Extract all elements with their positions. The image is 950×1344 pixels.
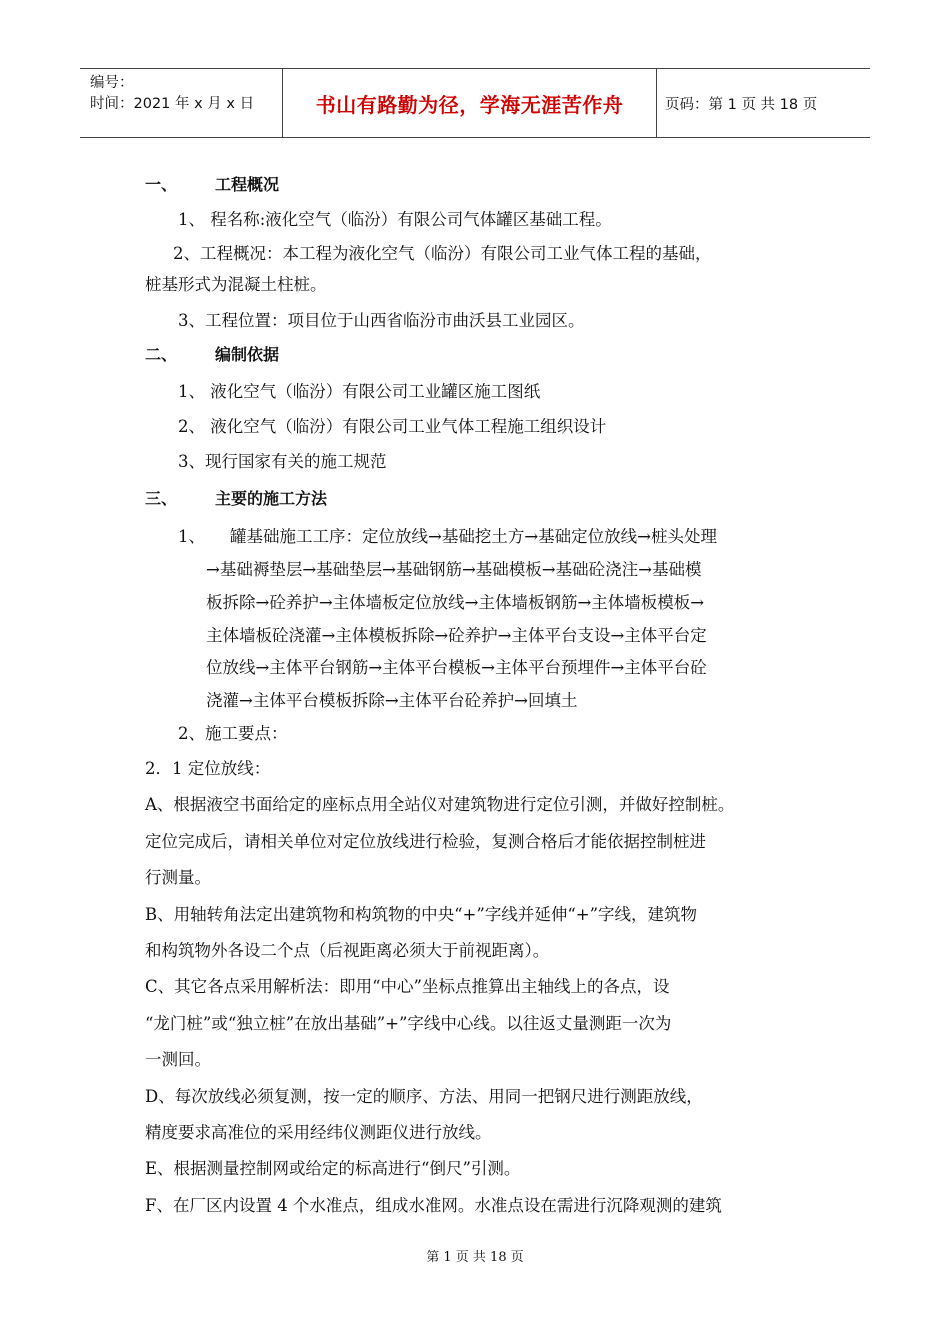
section-heading-3 <box>145 488 327 510</box>
paragraph: 3、工程位置：项目位于山西省临汾市曲沃县工业园区。 <box>178 311 585 330</box>
code-label: 编号： <box>90 75 134 91</box>
paragraph: 精度要求高准位的采用经纬仪测距仪进行放线。 <box>145 1123 492 1142</box>
paragraph: C、其它各点采用解析法：即用“中心”坐标点推算出主轴线上的各点，设 <box>145 977 670 996</box>
paragraph: 桩基形式为混凝土柱桩。 <box>145 275 327 294</box>
paragraph: B、用轴转角法定出建筑物和构筑物的中央“+”字线并延伸“+”字线，建筑物 <box>145 905 698 924</box>
paragraph: 一测回。 <box>145 1050 211 1069</box>
paragraph: 2、施工要点： <box>178 724 288 743</box>
section-heading-2 <box>145 344 279 366</box>
paragraph: F、在厂区内设置 4 个水准点，组成水准网。水准点设在需进行沉降观测的建筑 <box>145 1196 722 1215</box>
page-footer: 第 1 页 共 18 页 <box>426 1250 524 1265</box>
paragraph: 1、 程名称:液化空气（临汾）有限公司气体罐区基础工程。 <box>178 210 612 229</box>
paragraph: 行测量。 <box>145 868 211 887</box>
paragraph: 和构筑物外各设二个点（后视距离必须大于前视距离）。 <box>145 941 550 960</box>
paragraph: 罐基础施工工序：定位放线→基础挖土方→基础定位放线→桩头处理 <box>230 527 717 546</box>
paragraph: 1、 液化空气（临汾）有限公司工业罐区施工图纸 <box>178 382 541 401</box>
paragraph: 浇灌→主体平台模板拆除→主体平台砼养护→回填土 <box>206 691 578 710</box>
paragraph: “龙门桩”或“独立桩”在放出基础”+”字线中心线。以往返丈量测距一次为 <box>145 1014 672 1033</box>
header-page-info: 页码：第 1 页 共 18 页 <box>665 96 818 113</box>
paragraph: 3、现行国家有关的施工规范 <box>178 452 387 471</box>
paragraph: 位放线→主体平台钢筋→主体平台模板→主体平台预埋件→主体平台砼 <box>206 658 707 677</box>
section-number: 一、 <box>145 175 178 194</box>
list-number: 1、 <box>178 527 205 546</box>
paragraph: E、根据测量控制网或给定的标高进行“倒尺”引测。 <box>145 1159 521 1178</box>
paragraph: 2、工程概况：本工程为液化空气（临汾）有限公司工业气体工程的基础， <box>173 244 712 263</box>
section-number: 三、 <box>145 489 178 508</box>
section-number: 二、 <box>145 345 178 364</box>
subheading: 2．1 定位放线： <box>145 759 271 778</box>
time-label: 时间：2021 年 x 月 x 日 <box>90 96 255 112</box>
section-title: 编制依据 <box>215 345 280 364</box>
paragraph: 2、 液化空气（临汾）有限公司工业气体工程施工组织设计 <box>178 417 607 436</box>
header-meta <box>80 69 282 137</box>
paragraph: 板拆除→砼养护→主体墙板定位放线→主体墙板钢筋→主体墙板模板→ <box>206 593 705 612</box>
section-heading-1 <box>145 174 279 196</box>
section-title: 主要的施工方法 <box>215 489 328 508</box>
header-motto: 书山有路勤为径，学海无涯苦作舟 <box>282 69 657 137</box>
paragraph: A、根据液空书面给定的座标点用全站仪对建筑物进行定位引测，并做好控制桩。 <box>145 795 735 814</box>
paragraph: 定位完成后，请相关单位对定位放线进行检验，复测合格后才能依据控制桩进 <box>145 832 706 851</box>
page-header <box>80 68 870 138</box>
paragraph: →基础褥垫层→基础垫层→基础钢筋→基础模板→基础砼浇注→基础模 <box>206 560 702 579</box>
paragraph: 主体墙板砼浇灌→主体模板拆除→砼养护→主体平台支设→主体平台定 <box>206 626 707 645</box>
paragraph: D、每次放线必须复测，按一定的顺序、方法、用同一把钢尺进行测距放线， <box>145 1087 703 1106</box>
section-title: 工程概况 <box>215 175 280 194</box>
